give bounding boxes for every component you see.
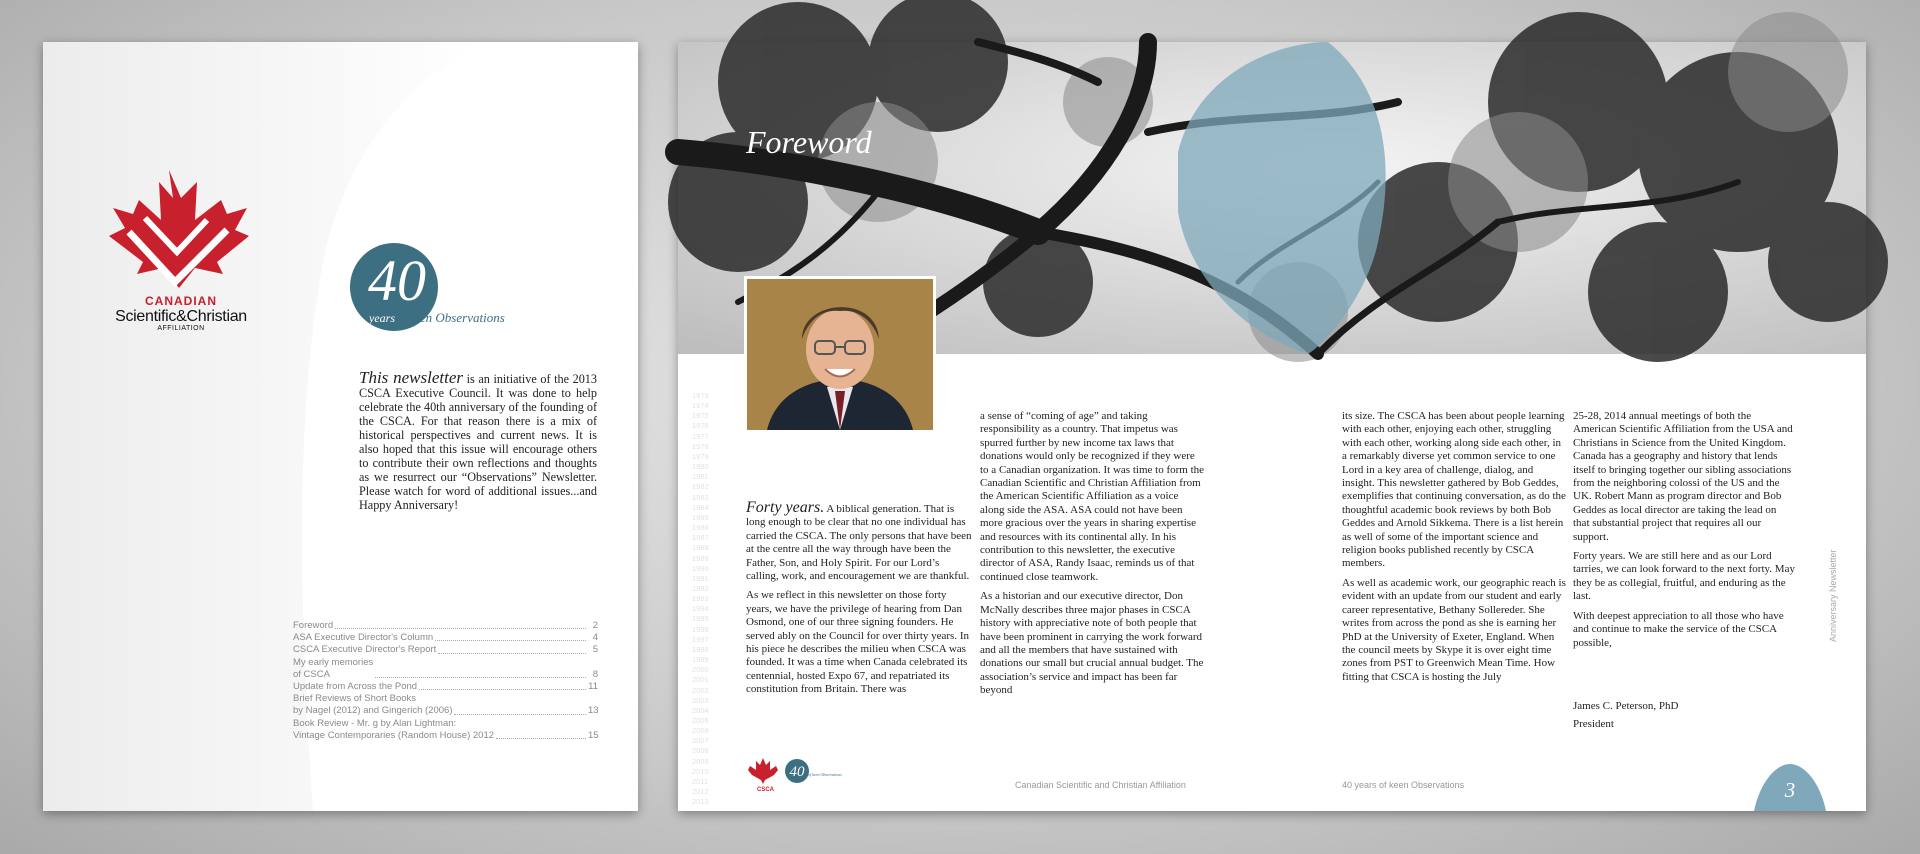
year-label: 2013: [692, 797, 709, 807]
toc-label: ASA Executive Director's Column: [293, 632, 434, 644]
toc-row: [293, 632, 598, 644]
year-label: 2010: [692, 766, 709, 776]
col1-paragraph-2: As we reflect in this newsletter on those forty years, we have the privilege of hearing from Dan Osmond, one of our three signing founders. He served ably on the Council for over thirty years. In his piece he describes the milieu when CSCA was founded. It was a time when Canada celebrated its centennial, hosted Expo 67, and repatriated its constitution from Britain. There was: [746, 589, 969, 696]
maple-leaf-logo: [99, 170, 249, 295]
toc-dots: [438, 653, 586, 654]
page-number-tab: [1754, 764, 1826, 811]
signature: [1573, 697, 1678, 733]
toc-row: [293, 657, 598, 681]
intro-text: is an initiative of the 2013 CSCA Executive Council. It was done to help celebrate the 40th anniversary of the founding of the CSCA. For that reason there is a mix of historical perspectives and current news. It is also hoped that this issue will encourage others to contribute their own reflections and thoughts as we resurrect our “Observations” Newsletter. Please watch for word of additional issues...and Happy Anniversary!: [359, 372, 597, 512]
toc-page: 11: [588, 681, 598, 693]
col1-paragraph-1: [746, 501, 974, 583]
year-label: 2011: [692, 776, 709, 786]
year-label: 1991: [692, 573, 709, 583]
anniversary-badge: [349, 242, 449, 342]
year-label: 1974: [692, 401, 709, 411]
year-label: 2005: [692, 716, 709, 725]
table-of-contents: [293, 620, 598, 742]
toc-page: 15: [588, 729, 599, 741]
year-label: 1986: [692, 523, 709, 533]
col3-paragraph-2: As well as academic work, our geographic reach is evident with an update from our student and early career representative, Bethany Sollereder. She writes from across the pond as she is earning her PhD at the University of Exeter, England. When the council meets by Skype it is over eight time zones from PST to Greenwich Mean Time. How fitting that CSCA is hosting the July: [1342, 576, 1566, 683]
footer-logo-number: 40: [789, 764, 805, 780]
signature-name: James C. Peterson, PhD: [1573, 700, 1679, 712]
footer-tagline: 40 years of keen Observations: [1342, 780, 1465, 790]
year-label: 1975: [692, 411, 709, 421]
footer-logo: [748, 758, 842, 784]
col4-paragraph-2: Forty years. We are still here and as our Lord tarries, we can look forward to the next forty. May they be as collegial, fruitful, and enduring as the last.: [1573, 550, 1795, 603]
year-label: 1998: [692, 644, 709, 654]
column-3: [1342, 410, 1567, 690]
toc-dots: [454, 714, 586, 715]
column-2: [980, 410, 1205, 704]
toc-dots: [375, 677, 586, 678]
year-label: 1984: [692, 502, 709, 512]
org-name-line1: CANADIAN: [145, 294, 217, 308]
right-page: [678, 42, 1866, 811]
toc-label: Brief Reviews of Short Books by Nagel (2012) and Gingerich (2006): [293, 693, 453, 717]
footer-org: Canadian Scientific and Christian Affiliation: [1015, 780, 1186, 790]
toc-row: [293, 693, 598, 717]
president-portrait: [744, 276, 936, 433]
year-label: 2008: [692, 746, 709, 756]
year-label: 1989: [692, 553, 709, 563]
toc-row: [293, 718, 598, 742]
org-name-line3: AFFILIATION: [157, 325, 205, 332]
col1-text: A biblical generation. That is long enough to be clear that no one individual has carried the CSCA. The only persons that have been at the centre all the way through have been the Father, Son, and Holy Spirit. For our Lord’s calling, work, and encouragement we are thankful.: [746, 503, 972, 583]
year-label: 1995: [692, 614, 709, 624]
footer-logo-tagline: of keen Observations: [808, 772, 842, 777]
vertical-label: Anniversary Newsletter: [1828, 549, 1838, 642]
toc-dots: [419, 689, 586, 690]
year-label: 1996: [692, 624, 709, 634]
toc-row: [293, 620, 598, 632]
year-label: 1977: [692, 431, 709, 441]
anniversary-years: years: [369, 311, 395, 325]
toc-page: 8: [592, 668, 598, 680]
year-label: 1980: [692, 462, 709, 472]
toc-dots: [335, 628, 586, 629]
year-label: 2009: [692, 756, 709, 766]
toc-label: Book Review - Mr. g by Alan Lightman: Vintage Contemporaries (Random House) 2012: [293, 717, 495, 741]
year-label: 1999: [692, 655, 709, 665]
org-name: [101, 294, 261, 332]
year-label: 1976: [692, 421, 709, 431]
year-label: 1982: [692, 482, 709, 492]
year-label: 2006: [692, 726, 709, 736]
year-label: 1981: [692, 472, 709, 482]
year-label: 1987: [692, 533, 709, 543]
toc-page: 2: [592, 620, 598, 631]
toc-page: 4: [592, 632, 598, 644]
year-label: 2003: [692, 695, 709, 705]
intro-lead: This newsletter: [359, 368, 463, 387]
foreword-title: Foreword: [746, 124, 872, 160]
year-label: 2012: [692, 787, 709, 797]
toc-label: My early memories of CSCA: [293, 656, 374, 680]
col4-paragraph-1: 25-28, 2014 annual meetings of both the American Scientific Affiliation from the USA and Christians in Science from the United Kingdom. Canada has a geography and history that lends itself to bringing together our sibling associations from the neighboring colossi of the US and the UK. Robert Mann as program director and Bob Geddes as local director are taking the lead on that substantial project that requires all our support.: [1573, 410, 1793, 543]
toc-dots: [496, 738, 586, 739]
year-label: 1997: [692, 634, 709, 644]
year-label: 1992: [692, 583, 709, 593]
signature-title: President: [1573, 718, 1614, 730]
org-name-line2: Scientific&Christian: [115, 308, 247, 325]
year-label: 1978: [692, 441, 709, 451]
year-label: 2001: [692, 675, 709, 685]
toc-page: 5: [592, 644, 598, 656]
page-number: 3: [1784, 778, 1796, 802]
year-label: 2002: [692, 685, 709, 695]
intro-paragraph: [359, 368, 597, 512]
col2-paragraph-1: a sense of “coming of age” and taking responsibility as a country. That impetus was spurred further by new income tax laws that donations would only be recognized if they were to a Canadian organization. It was time to form the Canadian Scientific and Christian Affiliation from the American Scientific Affiliation as a voice along side the ASA. ASA could not have been more gracious over the years in sharing expertise and resources with its continental ally. In his contribution to this newsletter, the executive director of ASA, Randy Isaac, reminds us of that continued close teamwork.: [980, 410, 1205, 583]
toc-label: CSCA Executive Director's Report: [293, 644, 437, 656]
year-label: 1993: [692, 594, 709, 604]
col4-paragraph-3: With deepest appreciation to all those who have and continue to make the service of the CSCA possible,: [1573, 609, 1784, 649]
toc-row: [293, 681, 598, 693]
year-label: 2000: [692, 665, 709, 675]
col3-paragraph-1: its size. The CSCA has been about people learning with each other, enjoying each other, struggling with each other, working along side each other, in a remarkably diverse yet common service to one Lord in a key area of challenge, dialog, and insight. This newsletter gathered by Bob Geddes, exemplifies that continuing conversation, as do the thoughtful academic book reviews by both Bob Geddes and Arnold Sikkema. There is a list herein as well of some of the important science and religion books published recently by CSCA members.: [1342, 410, 1566, 570]
year-label: 1983: [692, 492, 709, 502]
year-label: 1988: [692, 543, 709, 553]
toc-page: 13: [588, 705, 599, 717]
column-1: [746, 501, 974, 703]
column-4: [1573, 410, 1795, 656]
footer-csca: CSCA: [757, 787, 775, 793]
anniversary-tagline: of keen Observations: [395, 310, 505, 325]
toc-row: [293, 644, 598, 656]
toc-label: Foreword: [293, 620, 334, 631]
col1-lead: Forty years.: [746, 499, 825, 516]
years-column: [692, 391, 712, 807]
year-label: 1985: [692, 512, 709, 522]
year-label: 1973: [692, 391, 709, 400]
toc-label: Update from Across the Pond: [293, 681, 418, 693]
anniversary-number: 40: [368, 248, 426, 313]
year-label: 2004: [692, 705, 709, 715]
col2-paragraph-2: As a historian and our executive director, Don McNally describes three major phases in CSCA history with appreciative note of both people that have been prominent in carrying the work forward and all the members that have sustained with donations our small but crucial annual budget. The association’s service and impact has been far beyond: [980, 590, 1204, 697]
left-page: [43, 42, 638, 811]
toc-dots: [435, 640, 586, 641]
year-label: 1990: [692, 563, 709, 573]
year-label: 1979: [692, 451, 709, 461]
year-label: 1994: [692, 604, 709, 614]
year-label: 2007: [692, 736, 709, 746]
